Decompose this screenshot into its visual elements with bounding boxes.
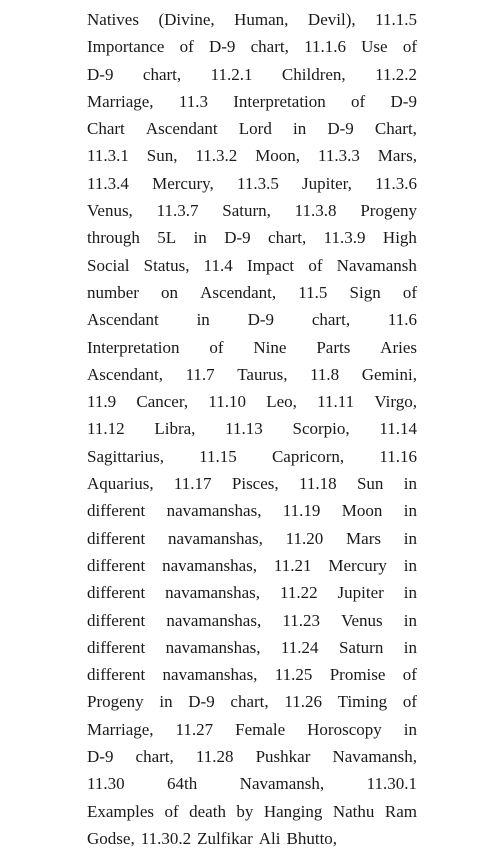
word: Timing xyxy=(337,692,388,712)
word: Mercury xyxy=(328,555,387,575)
word: 11.3.1 xyxy=(87,146,129,166)
word: Chart, xyxy=(374,119,417,139)
word: Nathu xyxy=(332,801,375,821)
word: Mars xyxy=(346,528,381,548)
word: Moon, xyxy=(255,146,301,166)
word: navamanshas, xyxy=(162,665,258,685)
word: 11.3 xyxy=(178,91,208,111)
text-line xyxy=(87,716,417,743)
word: Godse, xyxy=(87,828,135,848)
text-line xyxy=(87,552,417,579)
word: Venus, xyxy=(87,201,133,221)
word: (Divine, xyxy=(158,10,215,29)
word: 11.8 xyxy=(310,364,340,384)
word: Marriage, xyxy=(87,91,154,111)
word: Virgo, xyxy=(374,392,417,412)
word: High xyxy=(382,228,417,248)
text-line xyxy=(87,770,417,797)
word: Female xyxy=(235,719,286,739)
text-page xyxy=(87,6,417,852)
word: D-9 xyxy=(247,310,275,330)
word: 11.13 xyxy=(225,419,263,439)
word: Children, xyxy=(281,64,346,84)
word: different xyxy=(87,528,146,548)
word: 11.10 xyxy=(208,392,246,412)
word: Libra, xyxy=(154,419,196,439)
word: in xyxy=(403,528,417,548)
word: chart, xyxy=(230,692,269,712)
word: navamanshas, xyxy=(166,501,262,521)
word: Scorpio, xyxy=(292,419,350,439)
word: 11.17 xyxy=(173,474,212,494)
word: 11.5 xyxy=(298,282,328,302)
word: Pushkar xyxy=(255,747,311,767)
word: in xyxy=(403,555,417,575)
word: of xyxy=(402,282,417,302)
word: Capricorn, xyxy=(271,446,345,466)
word: death xyxy=(189,801,226,821)
word: 11.3.7 xyxy=(156,201,199,221)
word: Saturn xyxy=(338,637,384,657)
word: Navamansh, xyxy=(239,774,325,794)
word: in xyxy=(403,583,417,603)
word: 11.6 xyxy=(387,310,417,330)
word: in xyxy=(196,310,210,330)
text-line xyxy=(87,661,417,688)
word: in xyxy=(403,474,417,494)
text-line xyxy=(87,525,417,552)
word: different xyxy=(87,610,146,630)
text-line xyxy=(87,142,417,169)
word: in xyxy=(159,692,173,712)
word: 11.18 xyxy=(298,474,337,494)
word: 11.12 xyxy=(87,419,125,439)
word: of xyxy=(179,37,194,57)
word: D-9 xyxy=(87,64,114,84)
word: 11.19 xyxy=(282,501,321,521)
text-line xyxy=(87,688,417,715)
word: Examples xyxy=(87,801,155,821)
word: of xyxy=(308,255,323,275)
word: of xyxy=(351,91,366,111)
word: Parts xyxy=(316,337,351,357)
word: chart, xyxy=(268,228,307,248)
word: 11.3.8 xyxy=(294,201,337,221)
text-line xyxy=(87,607,417,634)
word: Navamansh xyxy=(336,255,417,275)
word: Sun, xyxy=(146,146,178,166)
word: Zulfikar xyxy=(197,828,253,848)
text-line xyxy=(87,6,417,33)
text-line xyxy=(87,170,417,197)
word: Impact xyxy=(246,255,295,275)
word: number xyxy=(87,282,139,302)
word: of xyxy=(402,37,417,57)
word: 11.9 xyxy=(87,392,117,412)
text-line xyxy=(87,224,417,251)
word: Sun xyxy=(356,474,384,494)
word: 11.30.2 xyxy=(140,828,192,848)
word: chart, xyxy=(142,64,182,84)
word: 11.25 xyxy=(274,665,313,685)
text-line xyxy=(87,579,417,606)
word: D-9 xyxy=(87,747,114,767)
word: Promise xyxy=(329,665,386,685)
word: through xyxy=(87,228,140,248)
word: 11.15 xyxy=(199,446,237,466)
word: Devil), xyxy=(307,10,356,29)
word: D-9 xyxy=(327,119,354,139)
word: Leo, xyxy=(266,392,297,412)
text-line xyxy=(87,61,417,88)
word: 11.3.2 xyxy=(195,146,238,166)
word: Interpretation xyxy=(233,91,326,111)
word: in xyxy=(403,610,417,630)
word: D-9 xyxy=(208,37,236,57)
word: 11.28 xyxy=(195,747,234,767)
word: different xyxy=(87,501,146,521)
word: by xyxy=(236,801,254,821)
word: navamanshas, xyxy=(167,528,263,548)
word: 11.26 xyxy=(284,692,322,712)
word: 11.22 xyxy=(279,583,318,603)
word: Marriage, xyxy=(87,719,154,739)
word: Pisces, xyxy=(231,474,279,494)
word: Use xyxy=(361,37,388,57)
word: Aries xyxy=(380,337,417,357)
text-line xyxy=(87,415,417,442)
word: navamanshas, xyxy=(165,637,261,657)
word: 11.3.9 xyxy=(323,228,366,248)
text-line xyxy=(87,115,417,142)
word: 11.3.6 xyxy=(375,173,417,193)
word: of xyxy=(402,665,417,685)
word: Chart xyxy=(87,119,125,139)
word: in xyxy=(292,119,307,139)
word: Ascendant, xyxy=(200,282,277,302)
word: Natives xyxy=(87,10,139,29)
word: Social xyxy=(87,255,130,275)
text-line xyxy=(87,197,417,224)
word: Jupiter, xyxy=(302,173,352,193)
word: different xyxy=(87,555,146,575)
word: 11.3.3 xyxy=(317,146,360,166)
word: Status, xyxy=(143,255,190,275)
word: Ascendant xyxy=(87,310,159,330)
text-line xyxy=(87,443,417,470)
word: navamanshas, xyxy=(166,610,262,630)
word: Venus xyxy=(341,610,383,630)
word: 11.4 xyxy=(203,255,233,275)
word: Lord xyxy=(238,119,272,139)
word: 11.20 xyxy=(285,528,324,548)
text-line xyxy=(87,33,417,60)
text-line xyxy=(87,334,417,361)
text-line xyxy=(87,497,417,524)
text-line xyxy=(87,88,417,115)
word: Cancer, xyxy=(136,392,189,412)
word: D-9 xyxy=(390,91,417,111)
word: in xyxy=(403,637,417,657)
word: Ascendant xyxy=(145,119,218,139)
word: chart, xyxy=(135,747,174,767)
text-line xyxy=(87,279,417,306)
word: of xyxy=(402,692,417,712)
word: 11.2.2 xyxy=(375,64,417,84)
text-line xyxy=(87,470,417,497)
text-line xyxy=(87,306,417,333)
word: Moon xyxy=(341,501,383,521)
text-line xyxy=(87,252,417,279)
word: Hanging xyxy=(263,801,323,821)
word: Progeny xyxy=(360,201,417,221)
word: 11.3.5 xyxy=(236,173,279,193)
word: 64th xyxy=(167,774,198,794)
word: 11.21 xyxy=(273,555,312,575)
word: Saturn, xyxy=(222,201,271,221)
word: Interpretation xyxy=(87,337,180,357)
word: Horoscopy xyxy=(307,719,382,739)
word: Bhutto, xyxy=(286,828,338,848)
text-line xyxy=(87,388,417,415)
word: 11.24 xyxy=(280,637,319,657)
word: D-9 xyxy=(224,228,251,248)
word: 11.11 xyxy=(317,392,355,412)
word: 11.27 xyxy=(175,719,214,739)
text-line xyxy=(87,361,417,388)
word: 11.30 xyxy=(87,774,125,794)
word: 11.3.4 xyxy=(87,173,129,193)
word: Ascendant, xyxy=(87,364,164,384)
word: different xyxy=(87,583,146,603)
text-line xyxy=(87,825,417,852)
word: Nine xyxy=(253,337,287,357)
word: in xyxy=(193,228,207,248)
word: Mercury, xyxy=(152,173,214,193)
word: 11.7 xyxy=(185,364,215,384)
word: chart, xyxy=(250,37,289,57)
word: different xyxy=(87,637,146,657)
word: in xyxy=(403,501,417,521)
word: Aquarius, xyxy=(87,474,154,494)
word: 11.1.5 xyxy=(375,10,417,29)
word: on xyxy=(161,282,179,302)
word: 11.30.1 xyxy=(366,774,417,794)
word: Navamansh, xyxy=(332,747,417,767)
word: Sign xyxy=(349,282,381,302)
word: of xyxy=(164,801,179,821)
word: navamanshas, xyxy=(165,583,261,603)
word: different xyxy=(87,665,146,685)
word: Human, xyxy=(234,10,289,29)
word: 5L xyxy=(157,228,177,248)
word: of xyxy=(209,337,224,357)
text-line xyxy=(87,634,417,661)
word: Sagittarius, xyxy=(87,446,164,466)
word: navamanshas, xyxy=(162,555,257,575)
word: Ali xyxy=(258,828,281,848)
word: chart, xyxy=(311,310,351,330)
word: 11.16 xyxy=(379,446,417,466)
word: 11.23 xyxy=(282,610,320,630)
word: Gemini, xyxy=(361,364,417,384)
word: 11.2.1 xyxy=(210,64,253,84)
word: Importance xyxy=(87,37,165,57)
word: Ram xyxy=(384,801,417,821)
word: D-9 xyxy=(188,692,215,712)
word: Jupiter xyxy=(337,583,384,603)
text-line xyxy=(87,743,417,770)
text-line xyxy=(87,798,417,825)
word: Mars, xyxy=(377,146,417,166)
word: Progeny xyxy=(87,692,144,712)
word: 11.1.6 xyxy=(304,37,346,57)
word: 11.14 xyxy=(379,419,417,439)
word: Taurus, xyxy=(237,364,288,384)
word: in xyxy=(403,719,417,739)
